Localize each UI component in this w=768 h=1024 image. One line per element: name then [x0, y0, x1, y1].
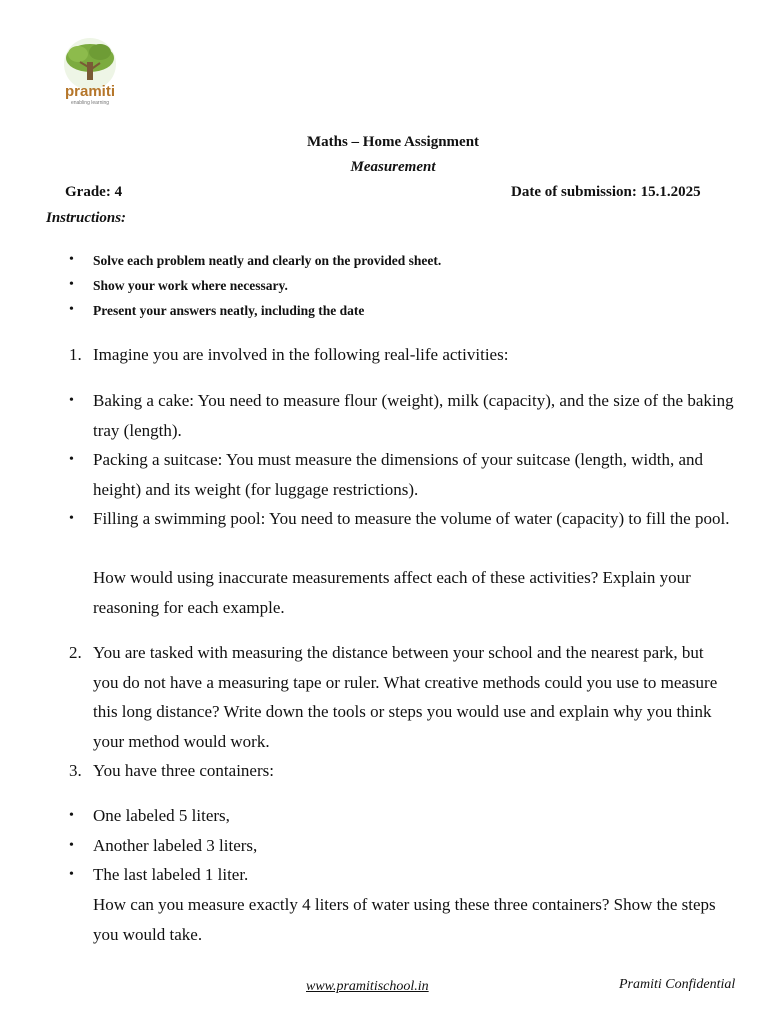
page-title: Maths – Home Assignment: [306, 134, 480, 150]
tree-icon: [56, 36, 128, 108]
submission-date: Date of submission: 15.1.2025: [511, 184, 701, 200]
list-item: Filling a swimming pool: You need to measure the volume of water (capacity) to fill the pool.: [93, 509, 730, 528]
bullet-icon: •: [69, 277, 74, 292]
svg-text:pramiti: pramiti: [64, 83, 116, 100]
question-text: You are tasked with measuring the distance between your school and the nearest park, but you do not have a measuring tape or ruler. What creative methods could you use to measure this long distance? Write down the tools or steps you would use and explain why you think your method would work.: [93, 643, 718, 751]
question-number: 2.: [69, 643, 82, 662]
list-item: Packing a suitcase: You must measure the dimensions of your suitcase (length, width, and height) and its weight (for luggage restrictions).: [93, 450, 704, 499]
bullet-icon: •: [69, 511, 74, 526]
bullet-icon: •: [69, 808, 74, 823]
instructions-heading: Instructions:: [46, 210, 127, 226]
question-prompt: How would using inaccurate measurements affect each of these activities? Explain your reasoning for each example.: [93, 568, 691, 617]
question-number: 1.: [69, 345, 82, 364]
bullet-icon: •: [69, 302, 74, 317]
instruction-item: Show your work where necessary.: [93, 278, 288, 293]
bullet-icon: •: [69, 252, 74, 267]
svg-text:enabling learning: enabling learning: [70, 100, 110, 106]
list-item: Baking a cake: You need to measure flour (weight), milk (capacity), and the size of the baking tray (length).: [93, 391, 734, 440]
question-prompt: How can you measure exactly 4 liters of water using these three containers? Show the steps you would take.: [93, 895, 716, 944]
bullet-icon: •: [69, 452, 74, 467]
page-subtitle: Measurement: [350, 159, 436, 175]
question-text: You have three containers:: [93, 761, 274, 780]
school-logo: [56, 36, 128, 108]
question-number: 3.: [69, 761, 82, 780]
list-item: One labeled 5 liters,: [93, 806, 230, 825]
confidential-label: Pramiti Confidential: [619, 977, 736, 992]
instruction-item: Solve each problem neatly and clearly on the provided sheet.: [93, 253, 442, 268]
bullet-icon: •: [69, 867, 74, 882]
bullet-icon: •: [69, 393, 74, 408]
question-text: Imagine you are involved in the following real-life activities:: [93, 345, 509, 364]
website-link[interactable]: www.pramitischool.in: [306, 979, 429, 994]
instruction-item: Present your answers neatly, including the date: [93, 303, 365, 318]
bullet-icon: •: [69, 838, 74, 853]
list-item: Another labeled 3 liters,: [93, 836, 258, 855]
grade-label: Grade: 4: [65, 184, 123, 200]
list-item: The last labeled 1 liter.: [93, 865, 249, 884]
